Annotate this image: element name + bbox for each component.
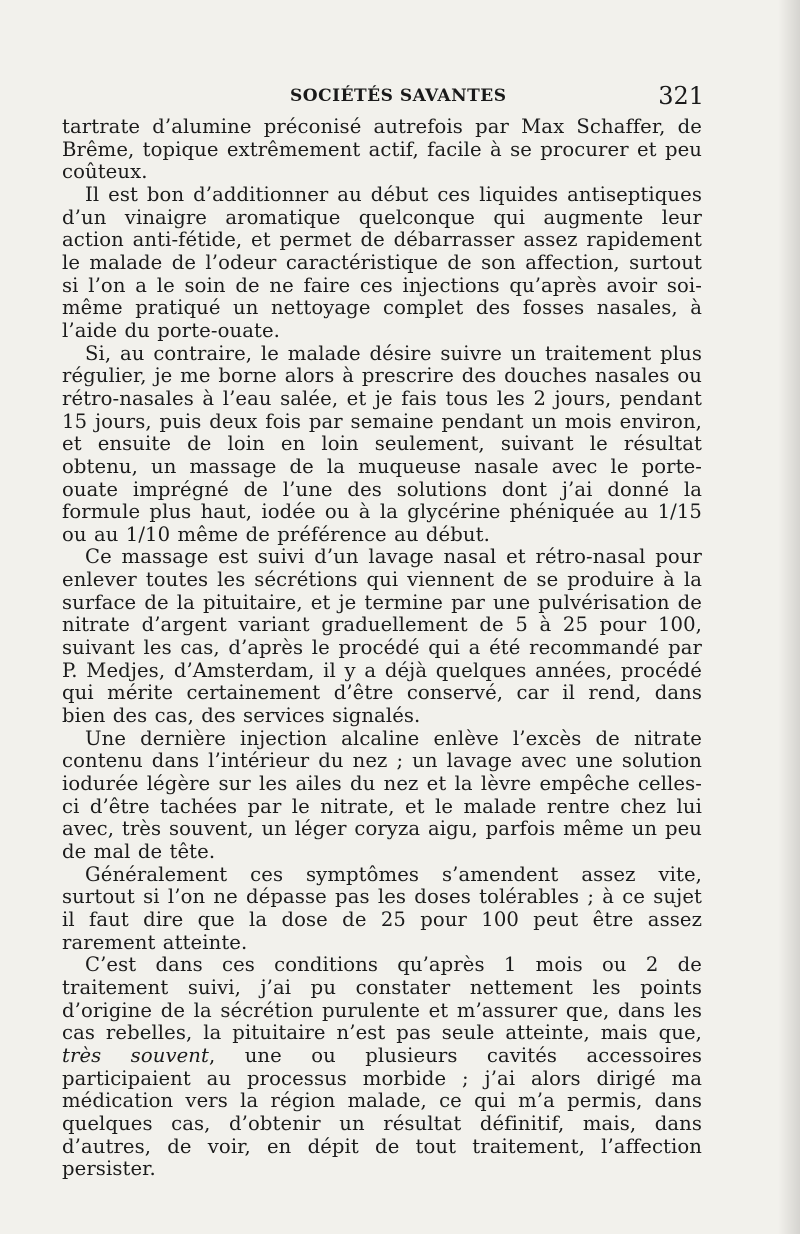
running-head: SOCIÉTÉS SAVANTES bbox=[290, 86, 507, 106]
paragraph-text: C’est dans ces conditions qu’après 1 mois ou 2 de traitement suivi, j’ai pu constater nettement les points d’origine de la sécrétion purulente et m’assurer que, dans les cas rebelles, la pituitaire n’est pas seule atteinte, mais que, bbox=[62, 953, 702, 1045]
paragraph: tartrate d’alumine préconisé autrefois par Max Schaffer, de Brême, topique extrêmement actif, facile à se procurer et peu coûteux. bbox=[62, 115, 702, 184]
paragraph: Il est bon d’additionner au début ces liquides antiseptiques d’un vinaigre aromatique quelconque qui augmente leur action anti-fétide, et permet de débarrasser assez rapidement le malade de l’odeur caractéristique de son affection, surtout si l’on a le soin de ne faire ces injections qu’après avoir soi-même pratiqué un nettoyage complet des fosses nasales, à l’aide du porte-ouate. bbox=[62, 182, 702, 342]
page-edge-shadow bbox=[778, 0, 800, 1234]
page-header bbox=[62, 78, 704, 112]
paragraph: Généralement ces symptômes s’amendent assez vite, surtout si l’on ne dépasse pas les doses tolérables ; à ce sujet il faut dire que la dose de 25 pour 100 peut être assez rarement atteinte. bbox=[62, 862, 702, 954]
paragraph bbox=[62, 954, 702, 1181]
body-text bbox=[62, 116, 702, 1181]
paragraph-text: , une ou plusieurs cavités accessoires participaient au processus morbide ; j’ai alors dirigé ma médication vers la région malade, ce qui m’a permis, dans quelques cas, d’obtenir un résultat définitif, mais, dans d’autres, de voir, en dépit de tout traitement, l’affection persister. bbox=[62, 1043, 702, 1181]
italic-emphasis: très souvent bbox=[62, 1043, 209, 1067]
paragraph: Si, au contraire, le malade désire suivre un traitement plus régulier, je me borne alors à prescrire des douches nasales ou rétro-nasales à l’eau salée, et je fais tous les 2 jours, pendant 15 jours, puis deux fois par semaine pendant un mois environ, et ensuite de loin en loin seulement, suivant le résultat obtenu, un massage de la muqueuse nasale avec le porte-ouate imprégné de l’une des solutions dont j’ai donné la formule plus haut, iodée ou à la glycérine phéniquée au 1/15 ou au 1/10 même de préférence au début. bbox=[62, 341, 702, 546]
paragraph: Ce massage est suivi d’un lavage nasal et rétro-nasal pour enlever toutes les sécrétions qui viennent de se produire à la surface de la pituitaire, et je termine par une pulvérisation de nitrate d’argent variant graduellement de 5 à 25 pour 100, suivant les cas, d’après le procédé qui a été recommandé par P. Medjes, d’Amsterdam, il y a déjà quelques années, procédé qui mérite certainement d’être conservé, car il rend, dans bien des cas, des services signalés. bbox=[62, 545, 702, 728]
page-number: 321 bbox=[658, 82, 704, 110]
paragraph: Une dernière injection alcaline enlève l’excès de nitrate contenu dans l’intérieur du nez ; un lavage avec une solution iodurée légère sur les ailes du nez et la lèvre empêche celles-ci d’être tachées par le nitrate, et le malade rentre chez lui avec, très souvent, un léger coryza aigu, parfois même un peu de mal de tête. bbox=[62, 726, 702, 863]
